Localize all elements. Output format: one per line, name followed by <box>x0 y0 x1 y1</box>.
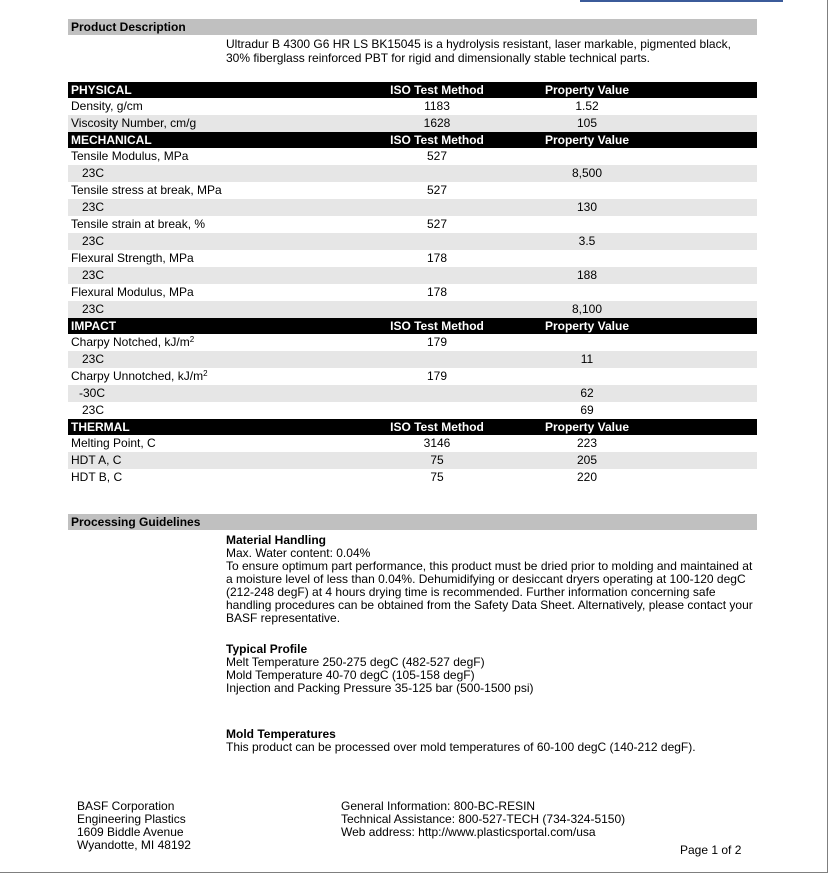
test-method <box>362 301 512 318</box>
material-handling-line: BASF representative. <box>226 611 341 625</box>
column-spacer <box>662 132 757 148</box>
property-name <box>68 216 362 233</box>
material-handling-line: (212-248 degF) at 4 hours drying time is recommended. Further information concerning safe <box>226 585 716 599</box>
table-row <box>68 385 757 402</box>
product-description-heading: Product Description <box>68 19 757 35</box>
material-handling-line: Max. Water content: 0.04% <box>226 546 371 560</box>
address-line: Engineering Plastics <box>77 812 186 826</box>
table-row <box>68 267 757 284</box>
column-header-method: ISO Test Method <box>362 132 512 148</box>
table-row <box>68 452 757 469</box>
column-spacer <box>662 301 757 318</box>
property-value: 8,100 <box>512 301 662 318</box>
contact-technical: Technical Assistance: 800-527-TECH (734-324-5150) <box>341 812 626 826</box>
property-name-text: 23C <box>82 403 105 417</box>
test-method <box>362 199 512 216</box>
property-value: 8,500 <box>512 165 662 182</box>
column-spacer <box>662 452 757 469</box>
address-line: Wyandotte, MI 48192 <box>77 838 191 852</box>
typical-profile-line: Melt Temperature 250-275 degC (482-527 degF) <box>226 655 485 669</box>
table-row <box>68 98 757 115</box>
property-name-text: HDT B, C <box>71 470 123 484</box>
address-line: 1609 Biddle Avenue <box>77 825 184 839</box>
table-row <box>68 148 757 165</box>
contact-general: General Information: 800-BC-RESIN <box>341 799 536 813</box>
property-value <box>512 250 662 267</box>
test-method: 527 <box>426 183 448 197</box>
column-header-value: Property Value <box>512 132 662 148</box>
property-value: 62 <box>512 385 662 402</box>
property-name-text: Tensile Modulus, MPa <box>71 149 189 163</box>
test-method: 3146 <box>423 436 451 450</box>
property-name-text: 23C <box>82 166 105 180</box>
property-value <box>512 284 662 301</box>
property-name-text: 23C <box>82 302 105 316</box>
table-row <box>68 351 757 368</box>
typical-profile-line: Mold Temperature 40-70 degC (105-158 degF) <box>226 668 475 682</box>
property-name <box>68 469 362 486</box>
property-name <box>68 115 362 132</box>
column-spacer <box>662 199 757 216</box>
property-name-text: Melting Point, C <box>71 436 156 450</box>
column-spacer <box>662 368 757 385</box>
test-method: 527 <box>426 217 448 231</box>
test-method: 527 <box>426 149 448 163</box>
column-spacer <box>662 182 757 199</box>
column-header-value: Property Value <box>512 419 662 435</box>
footer-contact <box>341 800 625 839</box>
property-name-text: Tensile strain at break, % <box>71 217 206 231</box>
property-value: 220 <box>576 470 598 484</box>
property-value: 130 <box>512 199 662 216</box>
column-spacer <box>662 334 757 351</box>
property-value: 105 <box>512 115 662 132</box>
property-value <box>512 334 662 351</box>
page-number: Page 1 of 2 <box>680 843 742 857</box>
column-spacer <box>662 216 757 233</box>
property-name <box>68 182 362 199</box>
table-row <box>68 334 757 351</box>
property-name <box>68 267 362 284</box>
test-method: 178 <box>426 285 448 299</box>
column-spacer <box>662 351 757 368</box>
section-title: IMPACT <box>68 318 362 334</box>
property-name <box>68 148 362 165</box>
mold-temperatures-section <box>226 728 766 754</box>
table-row <box>68 216 757 233</box>
table-row <box>68 301 757 318</box>
typical-profile-section <box>226 643 766 695</box>
material-handling-title: Material Handling <box>226 533 327 547</box>
property-value: 188 <box>512 267 662 284</box>
test-method <box>362 267 512 284</box>
column-spacer <box>662 115 757 132</box>
table-row <box>68 284 757 301</box>
mold-temperatures-line: This product can be processed over mold temperatures of 60-100 degC (140-212 degF). <box>226 740 696 754</box>
property-name <box>68 250 362 267</box>
property-name <box>68 199 362 216</box>
column-spacer <box>662 148 757 165</box>
typical-profile-title: Typical Profile <box>226 642 308 656</box>
property-value: 69 <box>580 403 594 417</box>
property-name-text: 23C <box>82 268 105 282</box>
test-method: 179 <box>426 335 448 349</box>
column-spacer <box>662 267 757 284</box>
property-value: 223 <box>576 436 598 450</box>
property-name <box>68 334 362 351</box>
column-spacer <box>662 98 757 115</box>
property-name <box>68 98 362 115</box>
property-value <box>512 182 662 199</box>
column-spacer <box>662 233 757 250</box>
test-method: 178 <box>426 251 448 265</box>
column-header-method: ISO Test Method <box>362 419 512 435</box>
property-name-text: Density, g/cm <box>71 99 143 113</box>
section-title: PHYSICAL <box>68 82 362 98</box>
test-method <box>362 351 512 368</box>
column-header-method: ISO Test Method <box>362 82 512 98</box>
column-spacer <box>662 165 757 182</box>
test-method: 179 <box>426 369 448 383</box>
table-row <box>68 250 757 267</box>
property-name <box>68 284 362 301</box>
property-name-text: Viscosity Number, cm/g <box>71 116 197 130</box>
table-row <box>68 402 757 419</box>
mold-temperatures-title: Mold Temperatures <box>226 727 336 741</box>
unit-superscript: 2 <box>189 335 195 344</box>
property-value: 1.52 <box>575 99 599 113</box>
unit-superscript: 2 <box>203 369 208 378</box>
section-header-physical <box>68 82 757 98</box>
table-row <box>68 368 757 385</box>
column-header-method: ISO Test Method <box>362 318 512 334</box>
table-row <box>68 435 757 452</box>
property-name-text: 23C <box>82 352 105 366</box>
column-spacer <box>662 419 757 435</box>
section-header-thermal <box>68 419 757 435</box>
properties-table <box>68 82 757 486</box>
processing-guidelines-heading: Processing Guidelines <box>68 514 757 530</box>
address-line: BASF Corporation <box>77 799 175 813</box>
column-spacer <box>662 435 757 452</box>
property-name-text: Charpy Notched, kJ/m <box>71 335 190 349</box>
column-spacer <box>662 385 757 402</box>
property-name <box>68 368 362 385</box>
property-value <box>512 216 662 233</box>
property-name <box>68 385 362 402</box>
test-method: 75 <box>362 452 512 469</box>
footer-address <box>77 800 191 852</box>
property-name-text: Flexural Strength, MPa <box>71 251 194 265</box>
property-value: 205 <box>512 452 662 469</box>
material-handling-section <box>226 534 766 625</box>
property-name-text: 23C <box>82 234 105 248</box>
test-method <box>362 402 512 419</box>
table-row <box>68 165 757 182</box>
column-header-value: Property Value <box>512 318 662 334</box>
test-method <box>362 165 512 182</box>
property-name-text: Tensile stress at break, MPa <box>71 183 222 197</box>
property-name <box>68 435 362 452</box>
property-value <box>512 148 662 165</box>
section-header-impact <box>68 318 757 334</box>
property-name-text: Flexural Modulus, MPa <box>71 285 194 299</box>
property-name <box>68 402 362 419</box>
test-method: 75 <box>430 470 444 484</box>
material-handling-line: handling procedures can be obtained from the Safety Data Sheet. Alternatively, please contact your <box>226 598 753 612</box>
property-name <box>68 452 362 469</box>
column-spacer <box>662 469 757 486</box>
table-row <box>68 233 757 250</box>
property-value: 3.5 <box>512 233 662 250</box>
top-rule <box>580 0 783 2</box>
table-row <box>68 199 757 216</box>
column-spacer <box>662 402 757 419</box>
test-method <box>362 233 512 250</box>
table-row <box>68 469 757 486</box>
section-header-mechanical <box>68 132 757 148</box>
test-method: 1628 <box>362 115 512 132</box>
section-title: THERMAL <box>68 419 362 435</box>
test-method <box>362 385 512 402</box>
property-name-text: Charpy Unnotched, kJ/m <box>71 369 204 383</box>
property-name <box>68 233 362 250</box>
product-description-text: Ultradur B 4300 G6 HR LS BK15045 is a hydrolysis resistant, laser markable, pigmented black, 30% fiberglass reinforced PBT for rigid and dimensionally stable technical parts. <box>226 37 731 65</box>
contact-web[interactable]: Web address: http://www.plasticsportal.com/usa <box>341 825 596 839</box>
property-name-text: 23C <box>82 200 105 214</box>
column-header-value: Property Value <box>512 82 662 98</box>
property-name <box>68 351 362 368</box>
property-name-text: -30C <box>79 386 106 400</box>
property-name <box>68 301 362 318</box>
property-name <box>68 165 362 182</box>
column-spacer <box>662 82 757 98</box>
column-spacer <box>662 250 757 267</box>
property-name-text: HDT A, C <box>71 453 122 467</box>
property-value <box>512 368 662 385</box>
property-value: 11 <box>512 351 662 368</box>
material-handling-line: To ensure optimum part performance, this product must be dried prior to molding and maintained at <box>226 559 753 573</box>
column-spacer <box>662 318 757 334</box>
section-title: MECHANICAL <box>68 132 362 148</box>
table-row <box>68 182 757 199</box>
typical-profile-line: Injection and Packing Pressure 35-125 bar (500-1500 psi) <box>226 681 534 695</box>
material-handling-line: a moisture level of less than 0.04%. Dehumidifying or desiccant dryers operating at 100-120 degC <box>226 572 746 586</box>
table-row <box>68 115 757 132</box>
test-method: 1183 <box>424 99 450 113</box>
column-spacer <box>662 284 757 301</box>
